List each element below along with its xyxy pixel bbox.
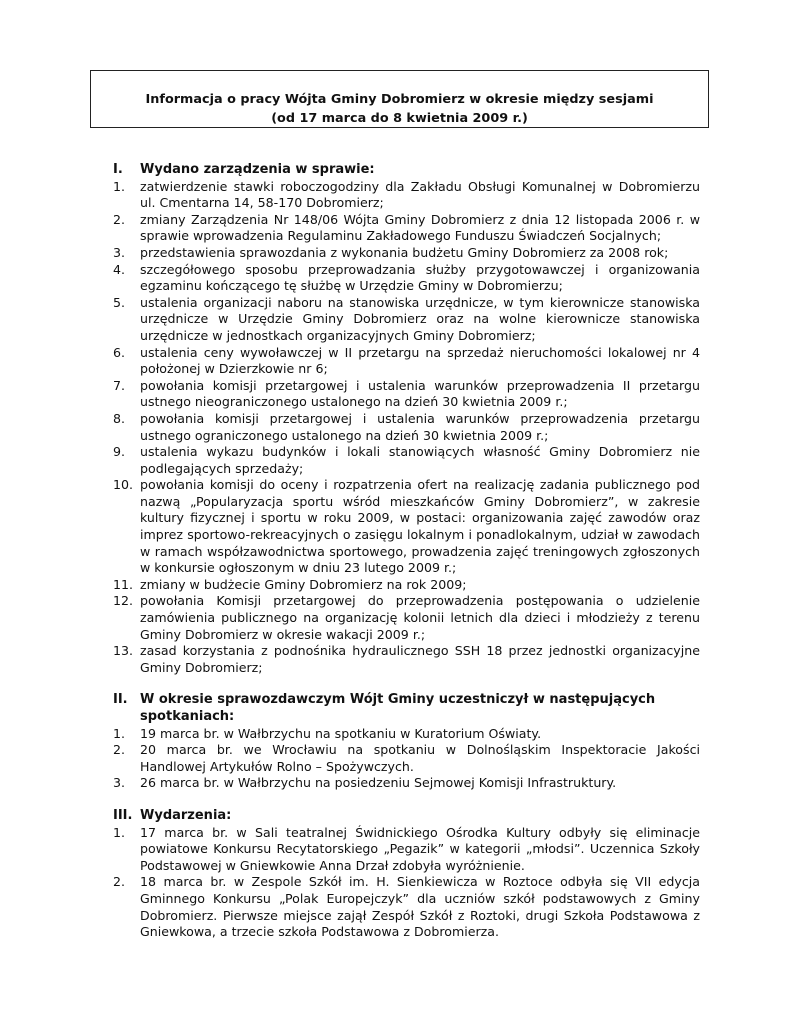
- list-item: [113, 345, 700, 378]
- item-number: 13.: [113, 643, 134, 659]
- item-text: zmiany w budżecie Gminy Dobromierz na rok 2009;: [140, 576, 467, 592]
- item-text: szczegółowego sposobu przeprowadzania służby przygotowawczej i organizowania egzaminu kończącego tę służbę w Urzędzie Gminy w Dobromierzu;: [140, 261, 700, 294]
- list-item: [113, 212, 700, 245]
- document-title-box: [90, 70, 709, 128]
- list-item: [113, 295, 700, 345]
- section-number: I.: [113, 162, 123, 177]
- item-text: ustalenia organizacji naboru na stanowiska urzędnicze, w tym kierownicze stanowiska urzędnicze w Urzędzie Gminy Dobromierz oraz na wolne kierownicze stanowiska urzędnicze w jednostkach organizacyjnych Gminy Dobromierz;: [140, 294, 700, 343]
- section-title: Wydano zarządzenia w sprawie:: [140, 162, 375, 177]
- item-text: 26 marca br. w Wałbrzychu na posiedzeniu Sejmowej Komisji Infrastruktury.: [140, 775, 617, 791]
- item-number: 3.: [113, 775, 126, 791]
- section-events: [113, 808, 700, 941]
- list-item: [113, 825, 700, 875]
- section-meetings: [113, 692, 700, 792]
- list-item: [113, 643, 700, 676]
- item-text: 20 marca br. we Wrocławiu na spotkaniu w Dolnośląskim Inspektoracie Jakości Handlowej Artykułów Rolno – Spożywczych.: [140, 742, 700, 774]
- item-number: 1.: [113, 725, 126, 741]
- item-number: 11.: [113, 576, 134, 592]
- item-text: powołania Komisji przetargowej do przeprowadzenia postępowania o udzielenie zamówienia publicznego na organizację kolonii letnich dla dzieci i młodzieży z terenu Gminy Dobromierz w okresie wakacji 2009 r.;: [140, 593, 700, 642]
- item-number: 10.: [113, 477, 134, 493]
- list-item: [113, 593, 700, 643]
- section-number: II.: [113, 692, 128, 708]
- item-text: zmiany Zarządzenia Nr 148/06 Wójta Gminy Dobromierz z dnia 12 listopada 2006 r. w sprawie wprowadzenia Regulaminu Zakładowego Funduszu Świadczeń Socjalnych;: [140, 211, 700, 244]
- item-number: 6.: [113, 344, 126, 360]
- section-heading: [113, 808, 700, 825]
- document-subtitle: (od 17 marca do 8 kwietnia 2009 r.): [271, 111, 528, 126]
- section-title: Wydarzenia:: [140, 807, 232, 823]
- item-text: powołania komisji do oceny i rozpatrzenia ofert na realizację zadania publicznego pod nazwą „Popularyzacja sportu wśród mieszkańców Gminy Dobromierz”, w zakresie kultury fizycznej i sportu w roku 2009, w postaci: organizowania zajęć zawodów oraz imprez sportowo-rekreacyjnych o zasięgu lokalnym i ponadlokalnym, udział w zawodach w ramach współzawodnictwa sportowego, prowadzenia zajęć treningowych zgłoszonych w konkursie ogłoszonym w dniu 23 lutego 2009 r.;: [140, 477, 700, 576]
- item-number: 2.: [113, 874, 126, 890]
- item-number: 7.: [113, 377, 126, 393]
- item-text: powołania komisji przetargowej i ustalenia warunków przeprowadzenia II przetargu ustnego nieograniczonego ustalonego na dzień 30 kwietnia 2009 r.;: [140, 377, 700, 410]
- item-text: 19 marca br. w Wałbrzychu na spotkaniu w Kuratorium Oświaty.: [140, 725, 542, 741]
- item-text: ustalenia wykazu budynków i lokali stanowiących własność Gminy Dobromierz nie podlegających sprzedaży;: [140, 444, 700, 476]
- list-item: [113, 262, 700, 295]
- section-number: III.: [113, 807, 133, 823]
- item-text: zasad korzystania z podnośnika hydraulicznego SSH 18 przez jednostki organizacyjne Gminy Dobromierz;: [140, 643, 700, 675]
- list-item: [113, 245, 700, 262]
- list-item: [113, 378, 700, 411]
- item-number: 5.: [113, 294, 126, 310]
- list-item: [113, 477, 700, 577]
- list-item: [113, 444, 700, 477]
- item-number: 1.: [113, 178, 126, 194]
- item-number: 3.: [113, 244, 126, 260]
- meetings-list: [113, 726, 700, 792]
- item-text: powołania komisji przetargowej i ustalenia warunków przeprowadzenia przetargu ustnego ograniczonego ustalonego na dzień 30 kwietnia 2009 r.;: [140, 410, 700, 443]
- item-text: 17 marca br. w Sali teatralnej Świdnickiego Ośrodka Kultury odbyły się eliminacje powiatowe Konkursu Recytatorskiego „Pegazik” w kategorii „młodsi”. Uczennica Szkoły Podstawowej w Gniewkowie Anna Drzał zdobyła wyróżnienie.: [140, 824, 700, 873]
- orders-list: [113, 179, 700, 677]
- list-item: [113, 742, 700, 775]
- item-text: 18 marca br. w Zespole Szkół im. H. Sienkiewicza w Roztoce odbyła się VII edycja Gminnego Konkursu „Polak Europejczyk” dla uczniów szkół podstawowych z Gminy Dobromierz. Pierwsze miejsce zajął Zespół Szkół z Roztoki, drugi Szkoła Podstawowa z Gniewkowa, a trzecie szkoła Podstawowa z Dobromierza.: [140, 874, 700, 940]
- section-title: W okresie sprawozdawczym Wójt Gminy uczestniczył w następujących spotkaniach:: [140, 692, 656, 724]
- list-item: [113, 775, 700, 792]
- list-item: [113, 577, 700, 594]
- item-text: zatwierdzenie stawki roboczogodziny dla Zakładu Obsługi Komunalnej w Dobromierzu ul. Cmentarna 14, 58-170 Dobromierz;: [140, 178, 700, 211]
- section-heading: [113, 162, 700, 179]
- item-number: 1.: [113, 824, 126, 840]
- events-list: [113, 825, 700, 941]
- item-text: przedstawienia sprawozdania z wykonania budżetu Gminy Dobromierz za 2008 rok;: [140, 244, 669, 260]
- document-body: [113, 162, 700, 957]
- item-number: 8.: [113, 410, 126, 426]
- item-number: 4.: [113, 261, 126, 277]
- section-heading: [113, 692, 700, 725]
- item-number: 2.: [113, 211, 126, 227]
- document-title: Informacja o pracy Wójta Gminy Dobromierz w okresie między sesjami: [145, 92, 654, 107]
- item-number: 2.: [113, 742, 126, 758]
- item-number: 12.: [113, 593, 134, 609]
- list-item: [113, 874, 700, 940]
- list-item: [113, 411, 700, 444]
- section-orders: [113, 162, 700, 676]
- item-number: 9.: [113, 444, 126, 460]
- list-item: [113, 726, 700, 743]
- list-item: [113, 179, 700, 212]
- item-text: ustalenia ceny wywoławczej w II przetargu na sprzedaż nieruchomości lokalowej nr 4 położonej w Dzierzkowie nr 6;: [140, 344, 700, 377]
